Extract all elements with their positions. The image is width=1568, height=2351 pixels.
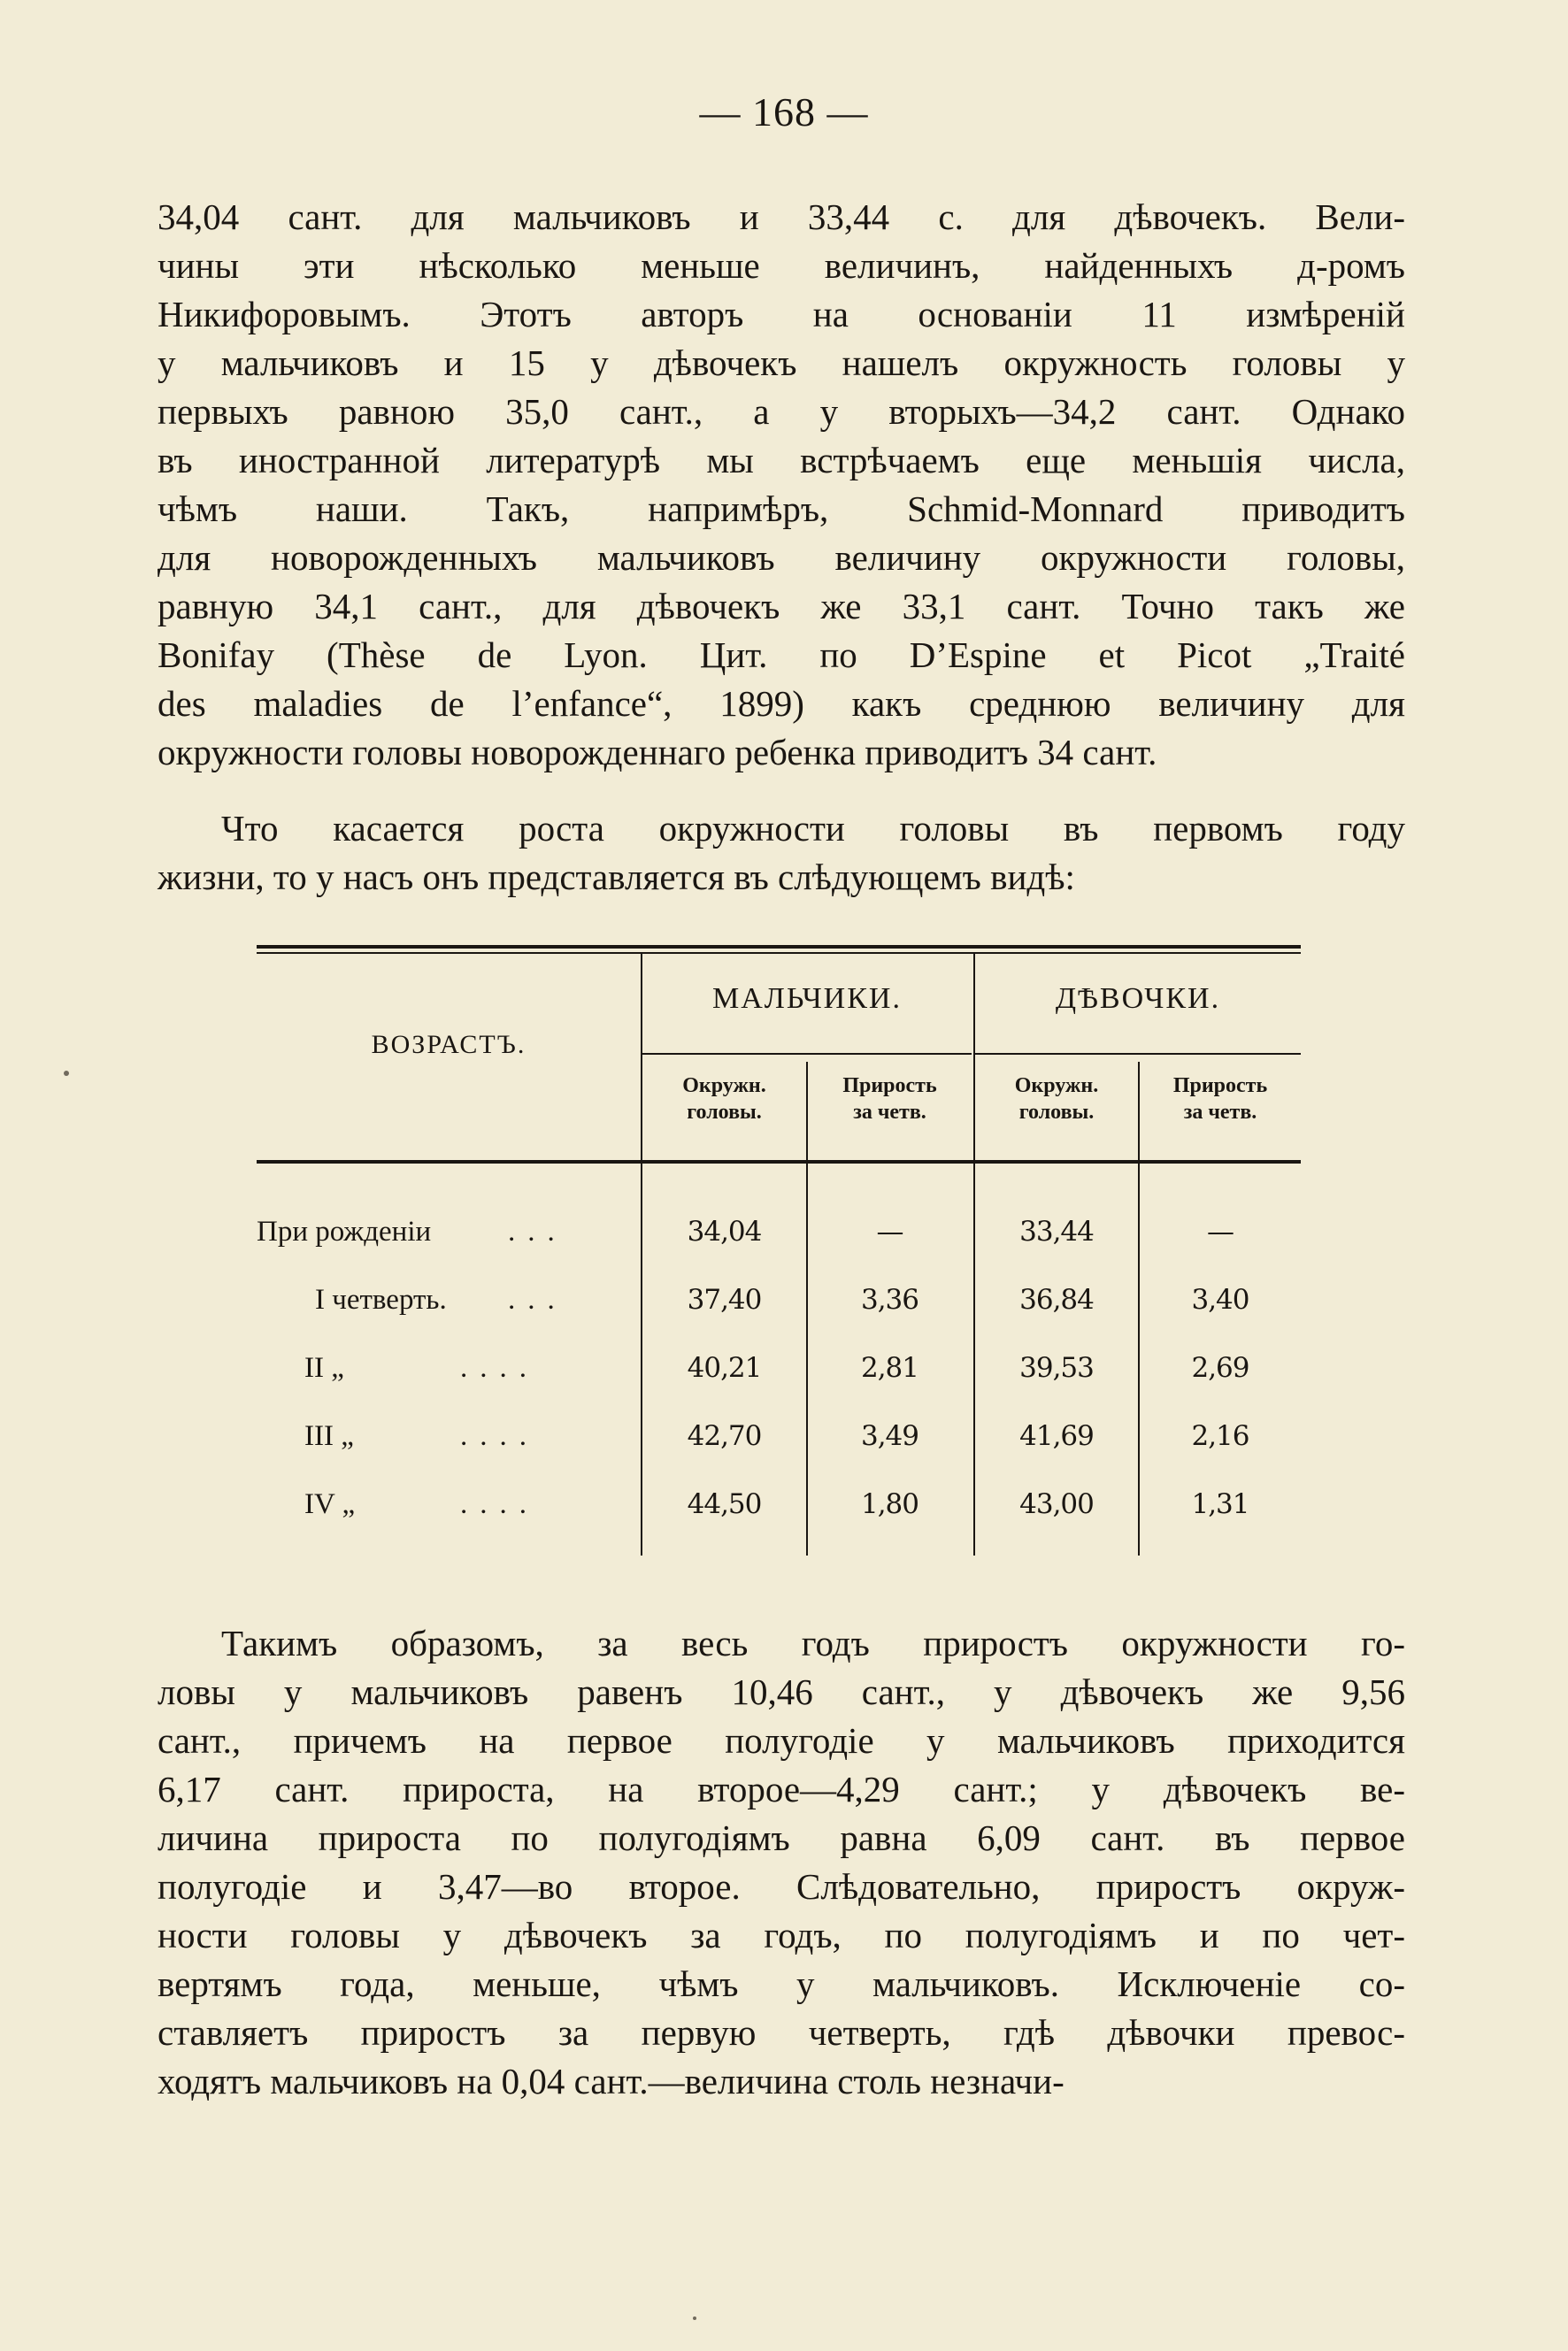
text-line: Никифоровымъ. Этотъ авторъ на основаніи 11 измѣреній: [158, 294, 1405, 334]
text-line: Такимъ образомъ, за весь годъ приростъ окружности го-: [221, 1623, 1405, 1663]
subheader-rule: [975, 1053, 1301, 1055]
text-line: окружности головы новорожденнаго ребенка приводитъ 34 сант.: [158, 732, 1157, 772]
table-top-rule: [257, 945, 1301, 949]
girls-gain-cell: 2,69: [1191, 1352, 1249, 1384]
girls-gain-cell: —: [1207, 1216, 1234, 1248]
girls-circumference-cell: 43,00: [1019, 1488, 1094, 1520]
girls-circumference-cell: 33,44: [1019, 1216, 1094, 1248]
table-row: [257, 1273, 1301, 1326]
text-line: личина прироста по полугодіямъ равна 6,09 сант. въ первое: [158, 1817, 1405, 1858]
boys-circumference-cell: 40,21: [687, 1352, 762, 1384]
table-row: [257, 1205, 1301, 1258]
text-line: въ иностранной литературѣ мы встрѣчаемъ еще меньшія числа,: [158, 440, 1405, 480]
boys-gain-cell: 2,81: [860, 1352, 919, 1384]
text-line: Что касается роста окружности головы въ первомъ году: [221, 808, 1405, 849]
boys-gain-header: Прирость за четв.: [842, 1074, 937, 1124]
text-line: вертямъ года, меньше, чѣмъ у мальчиковъ. Исключеніе со-: [158, 1963, 1405, 2004]
text-line: первыхъ равною 35,0 сант., а у вторыхъ—34,2 сант. Однако: [158, 391, 1405, 432]
text-line: ности головы у дѣвочекъ за годъ, по полугодіямъ и по чет-: [158, 1915, 1405, 1955]
girls-header: ДѢВОЧКИ.: [1055, 982, 1221, 1015]
text-line: сант., причемъ на первое полугодіе у мальчиковъ приходится: [158, 1720, 1405, 1761]
age-label: III „: [304, 1420, 354, 1452]
age-label: II „: [304, 1352, 344, 1384]
girls-gain-cell: 3,40: [1191, 1284, 1249, 1316]
page-number: — 168 —: [699, 89, 869, 134]
text-line: для новорожденныхъ мальчиковъ величину окружности головы,: [158, 537, 1405, 578]
text-line: ловы у мальчиковъ равенъ 10,46 сант., у дѣвочекъ же 9,56: [158, 1671, 1405, 1712]
text-line: у мальчиковъ и 15 у дѣвочекъ нашелъ окружность головы у: [158, 342, 1405, 383]
table-row: [257, 1341, 1301, 1394]
boys-gain-cell: 1,80: [860, 1488, 919, 1520]
text-line: чины эти нѣсколько меньше величинъ, найденныхъ д-ромъ: [158, 245, 1405, 286]
girls-gain-cell: 1,31: [1191, 1488, 1249, 1520]
table-row: [257, 1410, 1301, 1463]
leader-dots: ....: [460, 1420, 539, 1452]
text-line: des maladies de l’enfance“, 1899) какъ среднюю величину для: [158, 683, 1405, 724]
girls-circumference-cell: 36,84: [1019, 1284, 1094, 1316]
leader-dots: ....: [460, 1352, 539, 1384]
text-line: 6,17 сант. прироста, на второе—4,29 сант.; у дѣвочекъ ве-: [158, 1769, 1405, 1809]
paragraph-3: [158, 1619, 1405, 2106]
print-speck: [64, 1071, 69, 1076]
head-circumference-table: [257, 941, 1301, 1579]
text-line: чѣмъ наши. Такъ, напримѣръ, Schmid-Monnard приводитъ: [158, 488, 1405, 529]
text-line: ставляетъ приростъ за первую четверть, гдѣ дѣвочки превос-: [158, 2012, 1405, 2053]
girls-gain-header: Прирость за четв.: [1172, 1074, 1268, 1124]
age-label: I четверть.: [315, 1284, 447, 1316]
boys-circumference-header: Окружн. головы.: [682, 1074, 766, 1124]
leader-dots: ...: [508, 1216, 567, 1248]
table-row: [257, 1478, 1301, 1531]
leader-dots: ....: [460, 1488, 539, 1520]
leader-dots: ...: [508, 1284, 567, 1316]
boys-circumference-cell: 42,70: [687, 1420, 762, 1452]
girls-circumference-cell: 39,53: [1019, 1352, 1094, 1384]
boys-circumference-cell: 34,04: [687, 1216, 762, 1248]
girls-gain-cell: 2,16: [1191, 1420, 1249, 1452]
boys-gain-cell: 3,49: [860, 1420, 919, 1452]
text-line: полугодіе и 3,47—во второе. Слѣдовательно, приростъ окруж-: [158, 1866, 1405, 1907]
girls-circumference-cell: 41,69: [1019, 1420, 1094, 1452]
subheader-rule: [642, 1053, 972, 1055]
boys-gain-cell: —: [876, 1216, 903, 1248]
age-column-header: ВОЗРАСТЪ.: [371, 1030, 527, 1059]
table-top-rule-thin: [257, 952, 1301, 954]
girls-circumference-header: Окружн. головы.: [1014, 1074, 1099, 1124]
text-line: жизни, то у насъ онъ представляется въ слѣдующемъ видѣ:: [158, 857, 1075, 897]
text-line: ходятъ мальчиковъ на 0,04 сант.—величина столь незначи-: [158, 2061, 1065, 2101]
boys-header: МАЛЬЧИКИ.: [712, 982, 902, 1015]
text-line: 34,04 сант. для мальчиковъ и 33,44 с. для дѣвочекъ. Вели-: [158, 196, 1405, 237]
boys-circumference-cell: 44,50: [687, 1488, 762, 1520]
print-speck: [693, 2316, 696, 2320]
age-label: IV „: [304, 1488, 356, 1520]
table-header-rule: [257, 1160, 1301, 1164]
text-line: Bonifay (Thèse de Lyon. Цит. по D’Espine et Picot „Traité: [158, 634, 1405, 675]
boys-circumference-cell: 37,40: [687, 1284, 762, 1316]
age-label: При рожденіи: [257, 1216, 432, 1248]
paragraph-1: [158, 193, 1405, 777]
text-line: равную 34,1 сант., для дѣвочекъ же 33,1 сант. Точно такъ же: [158, 586, 1405, 626]
boys-gain-cell: 3,36: [860, 1284, 919, 1316]
paragraph-2: [158, 804, 1405, 902]
